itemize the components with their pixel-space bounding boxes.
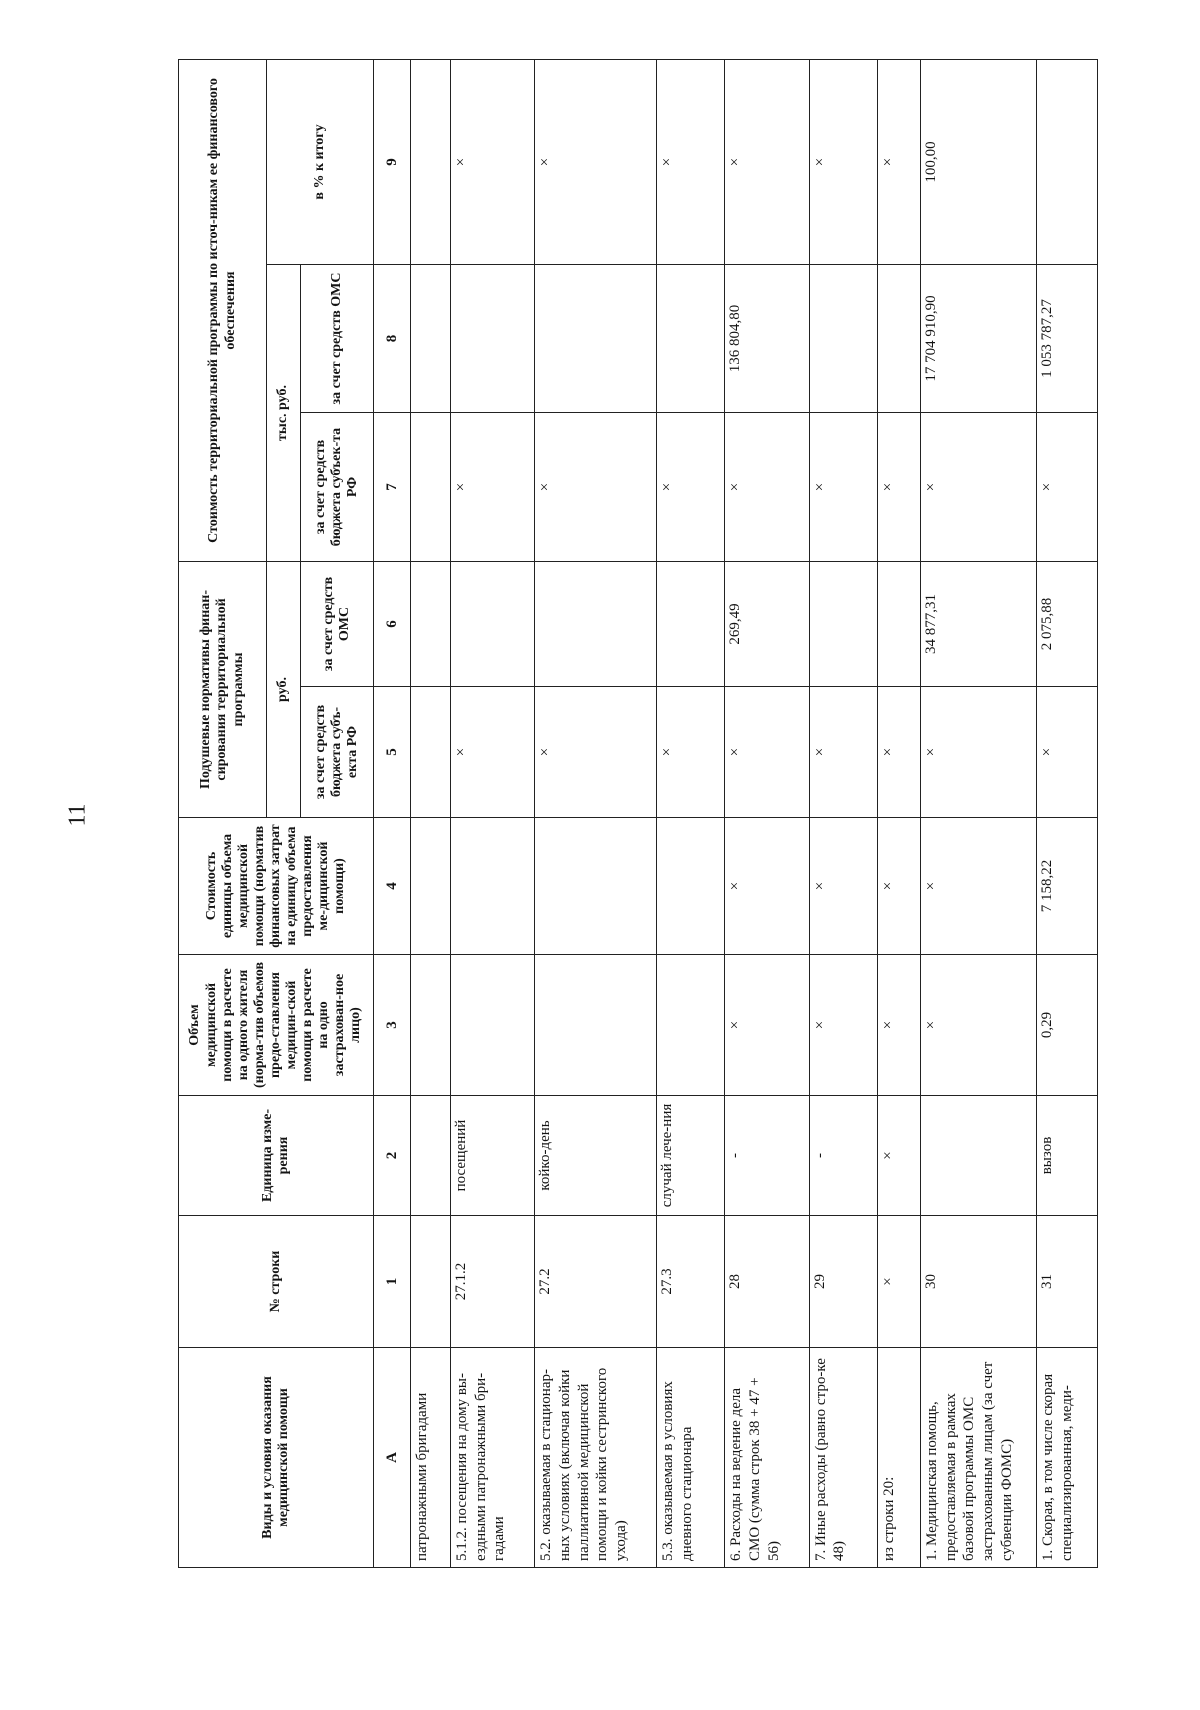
header-unit-cost: Стоимость единицы объема медицинской помощи (норматив финансовых затрат на единицу объема предоставления ме-дицинской помощи)	[179, 818, 374, 955]
header-oms-per-capita: за счет средств ОМС	[301, 562, 374, 687]
index-cell: А	[374, 1348, 411, 1568]
table-row	[809, 59, 877, 1567]
table-cell: ×	[877, 955, 920, 1096]
table-cell: ×	[809, 59, 877, 264]
table-row	[877, 59, 920, 1567]
header-per-capita-group: Подушевые нормативы финан-сирования территориальной программы	[179, 562, 267, 818]
row-label: 1. Медицинская помощь, предоставляемая в рамках базовой программы ОМС застрахованным лицам (за счет субвенции ФОМС)	[920, 1348, 1037, 1568]
header-percent-total: в % к итогу	[267, 59, 374, 264]
table-cell: 27.1.2	[450, 1216, 534, 1348]
index-cell: 6	[374, 562, 411, 687]
table-row	[450, 59, 534, 1567]
index-cell: 1	[374, 1216, 411, 1348]
rotated-table-container	[178, 60, 1098, 1568]
table-cell	[535, 818, 657, 955]
row-label: 1. Скорая, в том числе скорая специализированная, меди-	[1037, 1348, 1098, 1568]
table-body	[411, 59, 1098, 1567]
table-cell	[809, 562, 877, 687]
table-cell	[657, 562, 725, 687]
table-cell: -	[809, 1096, 877, 1216]
table-cell	[877, 562, 920, 687]
header-types-conditions: Виды и условия оказания медицинской помощи	[179, 1348, 374, 1568]
header-unit: Единица изме-рения	[179, 1096, 374, 1216]
table-cell	[411, 413, 451, 562]
table-cell: койко-день	[535, 1096, 657, 1216]
table-cell	[535, 562, 657, 687]
table-cell: ×	[920, 413, 1037, 562]
table-cell	[450, 955, 534, 1096]
header-program-cost-group: Стоимость территориальной программы по источ-никам ее финансового обеспечения	[179, 59, 267, 561]
table-cell: случай лече-ния	[657, 1096, 725, 1216]
table-cell: 27.3	[657, 1216, 725, 1348]
table-cell	[809, 265, 877, 413]
table-cell: 31	[1037, 1216, 1098, 1348]
table-cell: 1 053 787,27	[1037, 265, 1098, 413]
table-row	[657, 59, 725, 1567]
table-cell: ×	[1037, 413, 1098, 562]
table-cell: ×	[877, 818, 920, 955]
header-volume: Объем медицинской помощи в расчете на одного жителя (норма-тив объемов предо-ставления медицин-ской помощи в расчете на одно застрахован-ное лицо)	[179, 955, 374, 1096]
header-row-number: № строки	[179, 1216, 374, 1348]
table-cell: 0,29	[1037, 955, 1098, 1096]
table-cell: 269,49	[725, 562, 809, 687]
table-cell: ×	[809, 818, 877, 955]
table-cell	[411, 687, 451, 818]
table-cell	[411, 562, 451, 687]
table-cell: 136 804,80	[725, 265, 809, 413]
table-cell: ×	[450, 59, 534, 264]
table-cell: ×	[877, 1096, 920, 1216]
table-cell: 2 075,88	[1037, 562, 1098, 687]
row-label: 5.3. оказываемая в условиях дневного стационара	[657, 1348, 725, 1568]
row-label: патронажными бригадами	[411, 1348, 451, 1568]
header-unit-thousand-rub: тыс. руб.	[267, 265, 301, 562]
table-cell	[450, 265, 534, 413]
table-cell: 100,00	[920, 59, 1037, 264]
table-cell	[877, 265, 920, 413]
table-cell: ×	[657, 59, 725, 264]
table-cell: ×	[725, 687, 809, 818]
row-label: из строки 20:	[877, 1348, 920, 1568]
table-cell: ×	[725, 413, 809, 562]
table-cell: ×	[877, 687, 920, 818]
table-cell	[657, 955, 725, 1096]
table-row	[411, 59, 451, 1567]
table-cell	[411, 59, 451, 264]
financing-table	[178, 59, 1098, 1568]
row-label: 5.1.2. посещения на дому вы-ездными патронажными бри-гадами	[450, 1348, 534, 1568]
table-cell: ×	[450, 687, 534, 818]
table-cell	[411, 818, 451, 955]
table-cell	[657, 818, 725, 955]
page-number: 11	[64, 803, 91, 827]
table-cell: 7 158,22	[1037, 818, 1098, 955]
header-oms-cost: за счет средств ОМС	[301, 265, 374, 413]
index-cell: 5	[374, 687, 411, 818]
table-cell: ×	[535, 687, 657, 818]
index-cell: 4	[374, 818, 411, 955]
table-row	[535, 59, 657, 1567]
table-cell: ×	[450, 413, 534, 562]
table-cell: вызов	[1037, 1096, 1098, 1216]
row-label: 5.2. оказываемая в стационар-ных условиях (включая койки паллиативной медицинской помощи и койки сестринского ухода)	[535, 1348, 657, 1568]
table-cell: ×	[535, 59, 657, 264]
table-cell	[411, 265, 451, 413]
table-cell: ×	[725, 955, 809, 1096]
table-cell	[1037, 59, 1098, 264]
table-cell: ×	[877, 413, 920, 562]
table-cell	[657, 265, 725, 413]
table-cell: 29	[809, 1216, 877, 1348]
table-cell: ×	[725, 818, 809, 955]
column-index-row	[374, 59, 411, 1567]
table-cell	[535, 955, 657, 1096]
table-cell: ×	[1037, 687, 1098, 818]
table-cell: ×	[657, 687, 725, 818]
index-cell: 9	[374, 59, 411, 264]
table-cell: 34 877,31	[920, 562, 1037, 687]
index-cell: 2	[374, 1096, 411, 1216]
table-cell: ×	[920, 955, 1037, 1096]
header-budget-per-capita: за счет средств бюджета субъ-екта РФ	[301, 687, 374, 818]
table-cell: 30	[920, 1216, 1037, 1348]
table-cell	[411, 1096, 451, 1216]
table-cell	[535, 265, 657, 413]
table-cell: ×	[809, 955, 877, 1096]
table-cell: ×	[920, 687, 1037, 818]
table-cell: ×	[877, 1216, 920, 1348]
table-cell: посещений	[450, 1096, 534, 1216]
table-cell: ×	[809, 687, 877, 818]
table-cell: -	[725, 1096, 809, 1216]
header-budget-cost: за счет средств бюджета субъек-та РФ	[301, 413, 374, 562]
row-label: 6. Расходы на ведение дела СМО (сумма строк 38 + 47 + 56)	[725, 1348, 809, 1568]
table-cell: ×	[657, 413, 725, 562]
table-cell: ×	[725, 59, 809, 264]
table-cell	[411, 955, 451, 1096]
table-cell	[450, 562, 534, 687]
table-cell	[411, 1216, 451, 1348]
table-row	[1037, 59, 1098, 1567]
table-cell: ×	[920, 818, 1037, 955]
table-cell	[920, 1096, 1037, 1216]
header-unit-rub: руб.	[267, 562, 301, 818]
table-cell: ×	[877, 59, 920, 264]
table-row	[725, 59, 809, 1567]
row-label: 7. Иные расходы (равно стро-ке 48)	[809, 1348, 877, 1568]
table-cell: 28	[725, 1216, 809, 1348]
index-cell: 3	[374, 955, 411, 1096]
index-cell: 7	[374, 413, 411, 562]
table-cell	[450, 818, 534, 955]
index-cell: 8	[374, 265, 411, 413]
table-cell: ×	[535, 413, 657, 562]
table-row	[920, 59, 1037, 1567]
table-cell: ×	[809, 413, 877, 562]
table-cell: 27.2	[535, 1216, 657, 1348]
table-cell: 17 704 910,90	[920, 265, 1037, 413]
